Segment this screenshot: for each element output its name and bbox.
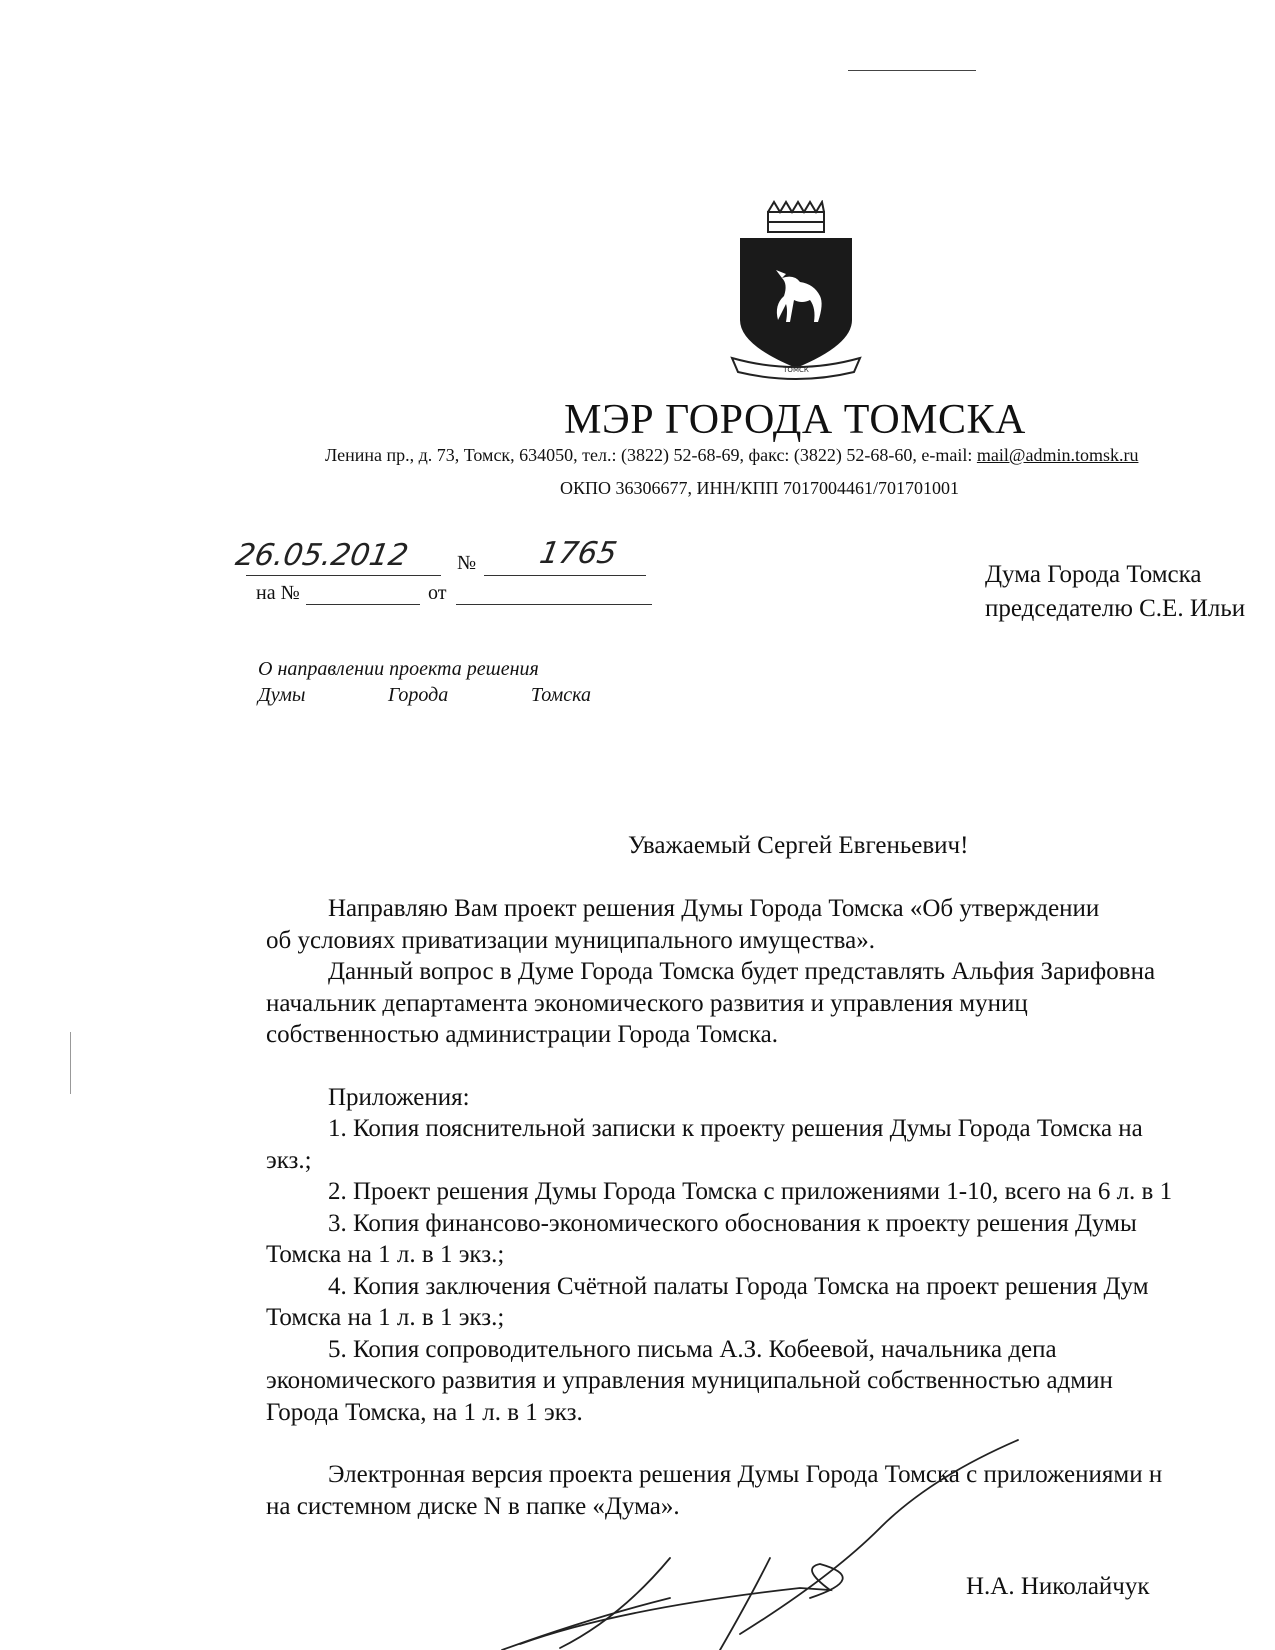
body-line: Данный вопрос в Думе Города Томска будет представлять Альфия Зарифовна bbox=[328, 958, 1156, 985]
attachment-line: 4. Копия заключения Счётной палаты Города Томска на проект решения Дум bbox=[328, 1272, 1149, 1300]
email-link[interactable]: mail@admin.tomsk.ru bbox=[976, 445, 1139, 465]
signatory-name: Н.А. Николайчук bbox=[966, 1573, 1150, 1600]
scan-mark bbox=[70, 1032, 71, 1094]
attachment-line: 5. Копия сопроводительного письма А.З. Кобеевой, начальника депа bbox=[328, 1335, 1057, 1363]
svg-text:ТОМСК: ТОМСК bbox=[783, 366, 809, 374]
date-underline bbox=[246, 575, 441, 576]
subject-word-1: Думы bbox=[258, 684, 306, 706]
attachment-line: 1. Копия пояснительной записки к проекту решения Думы Города Томска на bbox=[328, 1115, 1143, 1142]
body-line: Направляю Вам проект решения Думы Города Томска «Об утверждении bbox=[328, 895, 1100, 922]
signature-scribble bbox=[500, 1438, 1020, 1650]
address-line bbox=[325, 445, 1275, 466]
body-line: собственностью администрации Города Томска. bbox=[266, 1021, 778, 1048]
attachment-line: Города Томска, на 1 л. в 1 экз. bbox=[266, 1398, 583, 1426]
city-crest-icon bbox=[728, 200, 864, 390]
number-label: № bbox=[457, 552, 477, 574]
attachment-line: 3. Копия финансово-экономического обоснования к проекту решения Думы bbox=[328, 1209, 1137, 1237]
body-line: начальник департамента экономического развития и управления муниц bbox=[266, 989, 1028, 1017]
okpo-line: ОКПО 36306677, ИНН/КПП 7017004461/701701001 bbox=[560, 478, 960, 498]
attachment-line: Томска на 1 л. в 1 экз.; bbox=[266, 1304, 505, 1331]
address-text: Ленина пр., д. 73, Томск, 634050, тел.: (3822) 52-68-69, факс: (3822) 52-68-60, e-mail: bbox=[325, 445, 977, 465]
addressee bbox=[985, 558, 1245, 626]
addressee-line-2: председателю С.Е. Ильи bbox=[985, 595, 1246, 622]
attachments-label: Приложения: bbox=[328, 1083, 470, 1111]
ref-from-label: от bbox=[428, 582, 447, 604]
number-underline bbox=[484, 575, 646, 576]
attachment-line: Томска на 1 л. в 1 экз.; bbox=[266, 1241, 505, 1268]
subject-word-2: Города bbox=[388, 684, 449, 706]
handwritten-number: 1765 bbox=[536, 536, 620, 571]
body-line: об условиях приватизации муниципального имущества». bbox=[266, 926, 875, 954]
body-line: на системном диске N в папке «Дума». bbox=[266, 1492, 680, 1520]
ref-from-underline bbox=[456, 604, 652, 605]
subject-line-1: О направлении проекта решения bbox=[258, 658, 539, 680]
handwritten-date: 26.05.2012 bbox=[232, 538, 411, 573]
subject bbox=[258, 656, 591, 708]
ref-number-label: на № bbox=[256, 582, 300, 604]
ref-number-underline bbox=[306, 604, 420, 605]
page-title: МЭР ГОРОДА ТОМСКА bbox=[564, 397, 1026, 443]
greeting: Уважаемый Сергей Евгеньевич! bbox=[628, 832, 969, 859]
spacer bbox=[266, 1051, 1275, 1082]
top-rule bbox=[848, 70, 976, 71]
attachment-line: 2. Проект решения Думы Города Томска с приложениями 1-10, всего на 6 л. в 1 bbox=[328, 1178, 1173, 1205]
subject-word-3: Томска bbox=[530, 684, 591, 706]
addressee-line-1: Дума Города Томска bbox=[985, 561, 1202, 588]
body-line: Электронная версия проекта решения Думы Города Томска с приложениями н bbox=[328, 1461, 1163, 1488]
attachment-line: экз.; bbox=[266, 1146, 312, 1174]
subject-line-2 bbox=[258, 682, 591, 708]
attachment-line: экономического развития и управления муниципальной собственностью админ bbox=[266, 1367, 1113, 1394]
letter-body bbox=[266, 893, 1275, 1522]
